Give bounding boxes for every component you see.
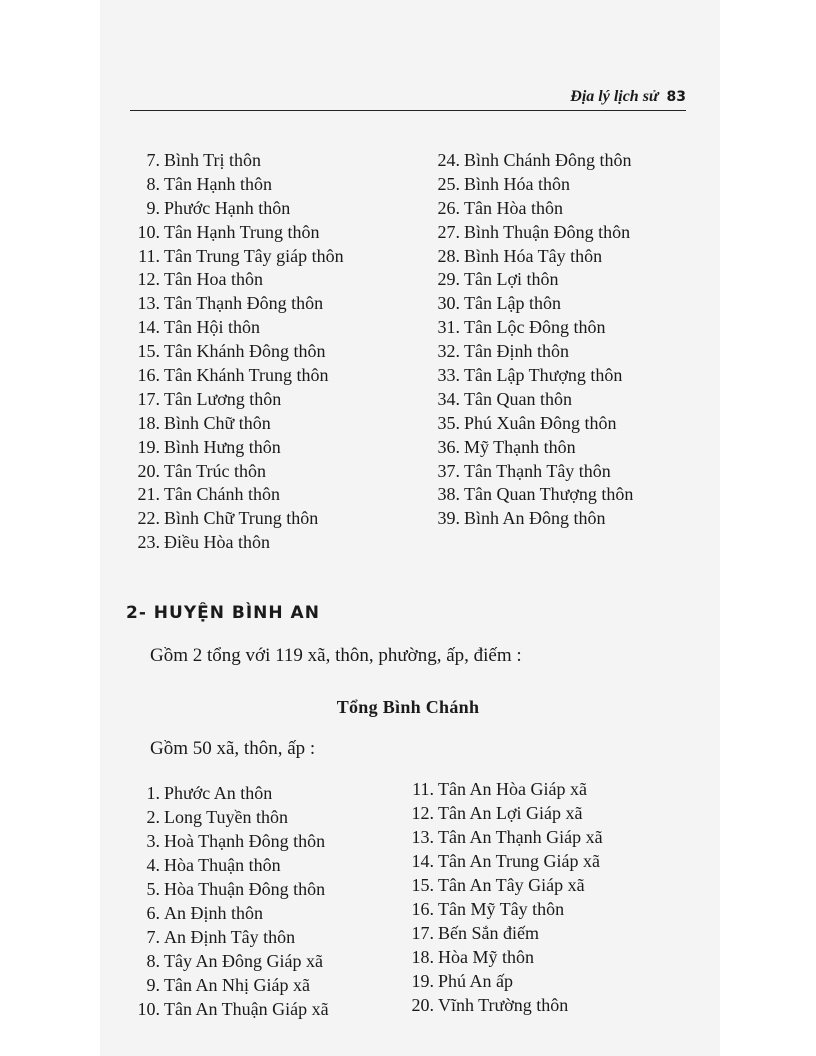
item-name: An Định thôn [164,903,263,923]
item-number: 33. [437,365,460,386]
list-item [430,292,633,316]
list-item [130,268,344,292]
item-number: 24. [437,150,460,170]
list-item [130,901,329,925]
item-name: Bến Sắn điếm [438,923,539,943]
item-name: Tân An Trung Giáp xã [438,851,600,871]
item-name: Tân Hội thôn [164,317,260,338]
list-item [130,364,344,388]
item-name: Tân Trung Tây giáp thôn [164,245,344,266]
list-item [404,897,603,921]
list-item [430,268,633,292]
item-name: Tân An Thuận Giáp xã [164,999,329,1019]
list-item [430,436,633,460]
item-name: Tân Mỹ Tây thôn [438,899,565,919]
header-title: Địa lý lịch sử [570,88,659,105]
list-item [430,173,633,197]
canton-subhead: Tổng Bình Chánh [336,697,480,717]
list-item [430,388,633,412]
item-name: Bình An Đông thôn [464,508,606,529]
village-list-2-left [130,781,329,1021]
item-name: Tân An Lợi Giáp xã [438,803,583,823]
canton-intro: Gồm 50 xã, thôn, ấp : [150,738,316,759]
item-name: Tân Hạnh Trung thôn [164,221,320,242]
running-header [130,88,686,106]
item-number: 39. [437,508,460,529]
village-list-1-left [130,149,344,555]
item-name: Tân An Nhị Giáp xã [164,975,310,995]
item-number: 15. [137,341,160,362]
list-item [430,483,633,507]
item-number: 4. [146,855,160,875]
item-number: 7. [146,927,160,947]
list-item [404,921,603,945]
item-name: Hòa Mỹ thôn [438,947,534,967]
list-item [130,173,344,197]
list-item [130,412,344,436]
list-item [404,849,603,873]
list-item [130,245,344,269]
item-number: 12. [137,269,160,290]
list-item [404,825,603,849]
item-name: Tân Khánh Trung thôn [164,365,329,386]
item-number: 17. [137,388,160,409]
item-name: Tân An Tây Giáp xã [438,875,585,895]
item-number: 20. [411,995,434,1015]
item-number: 12. [411,803,434,823]
section-intro: Gồm 2 tổng với 119 xã, thôn, phường, ấp, điếm : [150,645,522,666]
item-name: Bình Hóa thôn [464,173,570,194]
list-item [130,292,344,316]
item-number: 2. [146,807,160,827]
item-name: Phước Hạnh thôn [164,197,291,218]
item-name: Hoà Thạnh Đông thôn [164,831,326,851]
list-item [130,340,344,364]
item-name: Hòa Thuận thôn [164,855,281,875]
list-item [404,945,603,969]
item-name: Bình Hưng thôn [164,436,281,457]
list-item [430,507,633,531]
list-item [430,340,633,364]
item-number: 5. [146,879,160,899]
list-item [130,853,329,877]
list-item [130,221,344,245]
item-name: Hòa Thuận Đông thôn [164,879,326,899]
item-number: 36. [437,436,460,457]
item-name: Bình Thuận Đông thôn [464,221,631,242]
item-name: Tân Trúc thôn [164,460,267,481]
item-number: 16. [137,365,160,386]
item-number: 9. [146,975,160,995]
item-number: 22. [137,508,160,529]
list-item [130,949,329,973]
list-item [130,149,344,173]
list-item [130,973,329,997]
list-item [130,877,329,901]
item-number: 29. [437,269,460,290]
item-name: Tân Hoa thôn [164,269,263,290]
list-item [430,197,633,221]
item-number: 3. [146,831,160,851]
item-number: 11. [138,245,160,266]
item-number: 37. [437,460,460,481]
list-item [130,436,344,460]
list-item [130,316,344,340]
item-name: Tân Lập Thượng thôn [464,365,623,386]
item-number: 8. [146,951,160,971]
item-number: 17. [411,923,434,943]
list-item [130,925,329,949]
list-item [404,993,603,1017]
item-number: 21. [137,484,160,505]
list-item [130,781,329,805]
item-name: Long Tuyền thôn [164,807,289,827]
item-number: 32. [437,341,460,362]
item-number: 30. [437,293,460,314]
item-name: Phú An ấp [438,971,514,991]
item-number: 27. [437,221,460,242]
page-number: 83 [666,89,686,105]
list-item [130,197,344,221]
item-name: Tân Định thôn [464,341,569,362]
item-name: Tân Lương thôn [164,388,282,409]
item-number: 18. [137,412,160,433]
list-item [130,483,344,507]
item-number: 19. [411,971,434,991]
item-number: 34. [437,388,460,409]
item-name: Bình Chữ thôn [164,412,271,433]
item-number: 23. [137,532,160,553]
item-name: Mỹ Thạnh thôn [464,436,576,457]
item-name: Bình Chánh Đông thôn [464,150,632,170]
list-item [430,221,633,245]
list-item [430,245,633,269]
list-item [130,531,344,555]
item-name: Bình Trị thôn [164,150,262,170]
list-item [130,507,344,531]
item-name: Tân Quan Thượng thôn [464,484,634,505]
item-number: 6. [146,903,160,923]
list-item [404,801,603,825]
list-item [404,777,603,801]
item-number: 13. [411,827,434,847]
item-number: 14. [411,851,434,871]
list-item [130,388,344,412]
item-name: Bình Hóa Tây thôn [464,245,603,266]
item-name: Tân Thạnh Tây thôn [464,460,611,481]
item-name: Tân Hòa thôn [464,197,563,218]
item-name: Tân Thạnh Đông thôn [164,293,324,314]
item-number: 31. [437,317,460,338]
item-number: 7. [146,150,160,170]
list-item [404,873,603,897]
item-number: 16. [411,899,434,919]
item-name: Tân An Thạnh Giáp xã [438,827,603,847]
item-number: 19. [137,436,160,457]
item-name: Tân An Hòa Giáp xã [438,779,587,799]
list-item [430,364,633,388]
item-number: 1. [146,783,160,803]
item-name: Tân Chánh thôn [164,484,280,505]
item-number: 9. [146,197,160,218]
list-item [430,412,633,436]
item-number: 11. [412,779,434,799]
item-number: 38. [437,484,460,505]
item-name: Tân Quan thôn [464,388,572,409]
item-number: 35. [437,412,460,433]
list-item [430,149,633,173]
list-item [404,969,603,993]
village-list-1-right [430,149,633,531]
item-number: 8. [146,173,160,194]
item-name: An Định Tây thôn [164,927,296,947]
item-number: 25. [437,173,460,194]
item-name: Tân Lợi thôn [464,269,559,290]
list-item [130,805,329,829]
item-name: Tân Khánh Đông thôn [164,341,326,362]
village-list-2-right [404,777,603,1017]
section-title: 2- HUYỆN BÌNH AN [126,603,320,623]
list-item [130,829,329,853]
item-name: Vĩnh Trường thôn [438,995,569,1015]
list-item [130,997,329,1021]
item-number: 28. [437,245,460,266]
list-item [430,316,633,340]
item-name: Tân Hạnh thôn [164,173,272,194]
item-name: Phú Xuân Đông thôn [464,412,617,433]
item-number: 20. [137,460,160,481]
item-number: 26. [437,197,460,218]
item-name: Tân Lập thôn [464,293,561,314]
item-number: 14. [137,317,160,338]
item-number: 13. [137,293,160,314]
item-name: Phước An thôn [164,783,273,803]
list-item [130,460,344,484]
item-name: Tây An Đông Giáp xã [164,951,323,971]
item-number: 15. [411,875,434,895]
item-name: Điều Hòa thôn [164,532,270,553]
item-number: 18. [411,947,434,967]
header-rule [130,110,686,111]
list-item [430,460,633,484]
item-name: Bình Chữ Trung thôn [164,508,319,529]
item-number: 10. [137,221,160,242]
item-number: 10. [137,999,160,1019]
item-name: Tân Lộc Đông thôn [464,317,606,338]
